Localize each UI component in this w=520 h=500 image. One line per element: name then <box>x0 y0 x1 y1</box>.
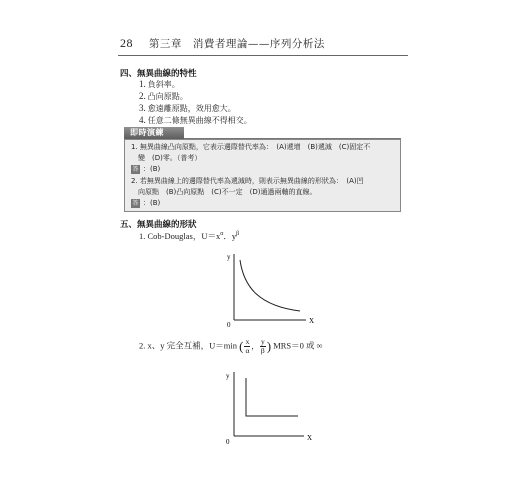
question-2-answer <box>131 198 160 208</box>
property-number: 1. <box>139 79 146 89</box>
right-paren: ) <box>266 338 272 354</box>
graph1-x-label: X <box>309 317 315 325</box>
fraction-x-alpha <box>244 338 250 355</box>
formula-label-b: MRS＝0 或 ∞ <box>273 340 323 351</box>
answer-text: ：(B) <box>143 165 161 173</box>
graph1-origin-label: 0 <box>227 321 231 329</box>
graph2-l-shaped-curve <box>246 378 298 416</box>
practice-tab-label: 即時演練 <box>124 127 184 139</box>
formula-mid: ．y <box>223 231 237 241</box>
property-text: 負斜率。 <box>147 80 180 89</box>
frac2-numerator: y <box>260 337 265 346</box>
exponent-beta: β <box>236 231 240 238</box>
fraction-y-beta <box>260 338 266 355</box>
property-number: 2. <box>139 91 146 101</box>
formula-label-a: 2. x、y 完全互補，U＝min <box>139 340 237 351</box>
property-item-4 <box>139 115 252 126</box>
property-item-3 <box>139 103 236 114</box>
left-paren: ( <box>239 338 244 354</box>
graph2-x-label: X <box>307 434 313 442</box>
chapter-title: 第三章 消費者理論——序列分析法 <box>148 38 325 50</box>
frac1-denominator: α <box>245 346 250 355</box>
cobb-douglas-graph <box>220 248 330 330</box>
property-text: 凸向原點。 <box>147 92 188 101</box>
section-5-heading: 五、無異曲線的形狀 <box>120 220 197 230</box>
graph1-y-label: y <box>227 253 231 261</box>
page-number: 28 <box>120 36 133 50</box>
answer-icon: 答 <box>132 199 139 207</box>
property-text: 任意二條無異曲線不得相交。 <box>147 116 252 125</box>
cobb-douglas-formula <box>139 230 239 242</box>
perfect-complements-graph <box>220 368 320 448</box>
answer-icon: 答 <box>132 165 139 173</box>
property-text: 愈遠離原點，效用愈大。 <box>147 104 236 113</box>
running-header <box>120 36 325 51</box>
graph1-indifference-curve <box>240 260 300 311</box>
header-rule <box>118 55 408 56</box>
question-2-line-2: 向原點 (B)凸向原點 (C)不一定 (D)通過兩軸的直線。 <box>138 188 317 196</box>
perfect-complements-formula <box>139 338 323 355</box>
question-2-line-1: 2. 若無異曲線上的邊際替代率為遞減時，則表示無異曲線的形狀為： (A)凹 <box>131 177 364 185</box>
property-number: 3. <box>139 103 146 113</box>
graph2-y-label: y <box>226 372 230 380</box>
section-4-heading: 四、無異曲線的特性 <box>120 69 197 79</box>
frac1-numerator: x <box>245 337 250 346</box>
fraction-separator: ， <box>251 341 259 351</box>
property-item-1 <box>139 79 180 90</box>
property-number: 4. <box>139 115 146 125</box>
exponent-alpha: α <box>220 231 224 238</box>
formula-label: 1. Cob-Douglas，U＝x <box>139 231 221 241</box>
property-item-2 <box>139 91 188 102</box>
question-1-answer <box>131 164 160 174</box>
graph2-origin-label: 0 <box>226 438 230 446</box>
answer-text: ：(B) <box>143 199 161 207</box>
frac2-denominator: β <box>260 346 265 355</box>
question-1-line-1: 1. 無異曲線凸向原點，它表示邊際替代率為： (A)遞增 (B)遞減 (C)固定不 <box>131 143 371 151</box>
question-1-line-2: 變 (D)零。（普考） <box>138 154 202 162</box>
